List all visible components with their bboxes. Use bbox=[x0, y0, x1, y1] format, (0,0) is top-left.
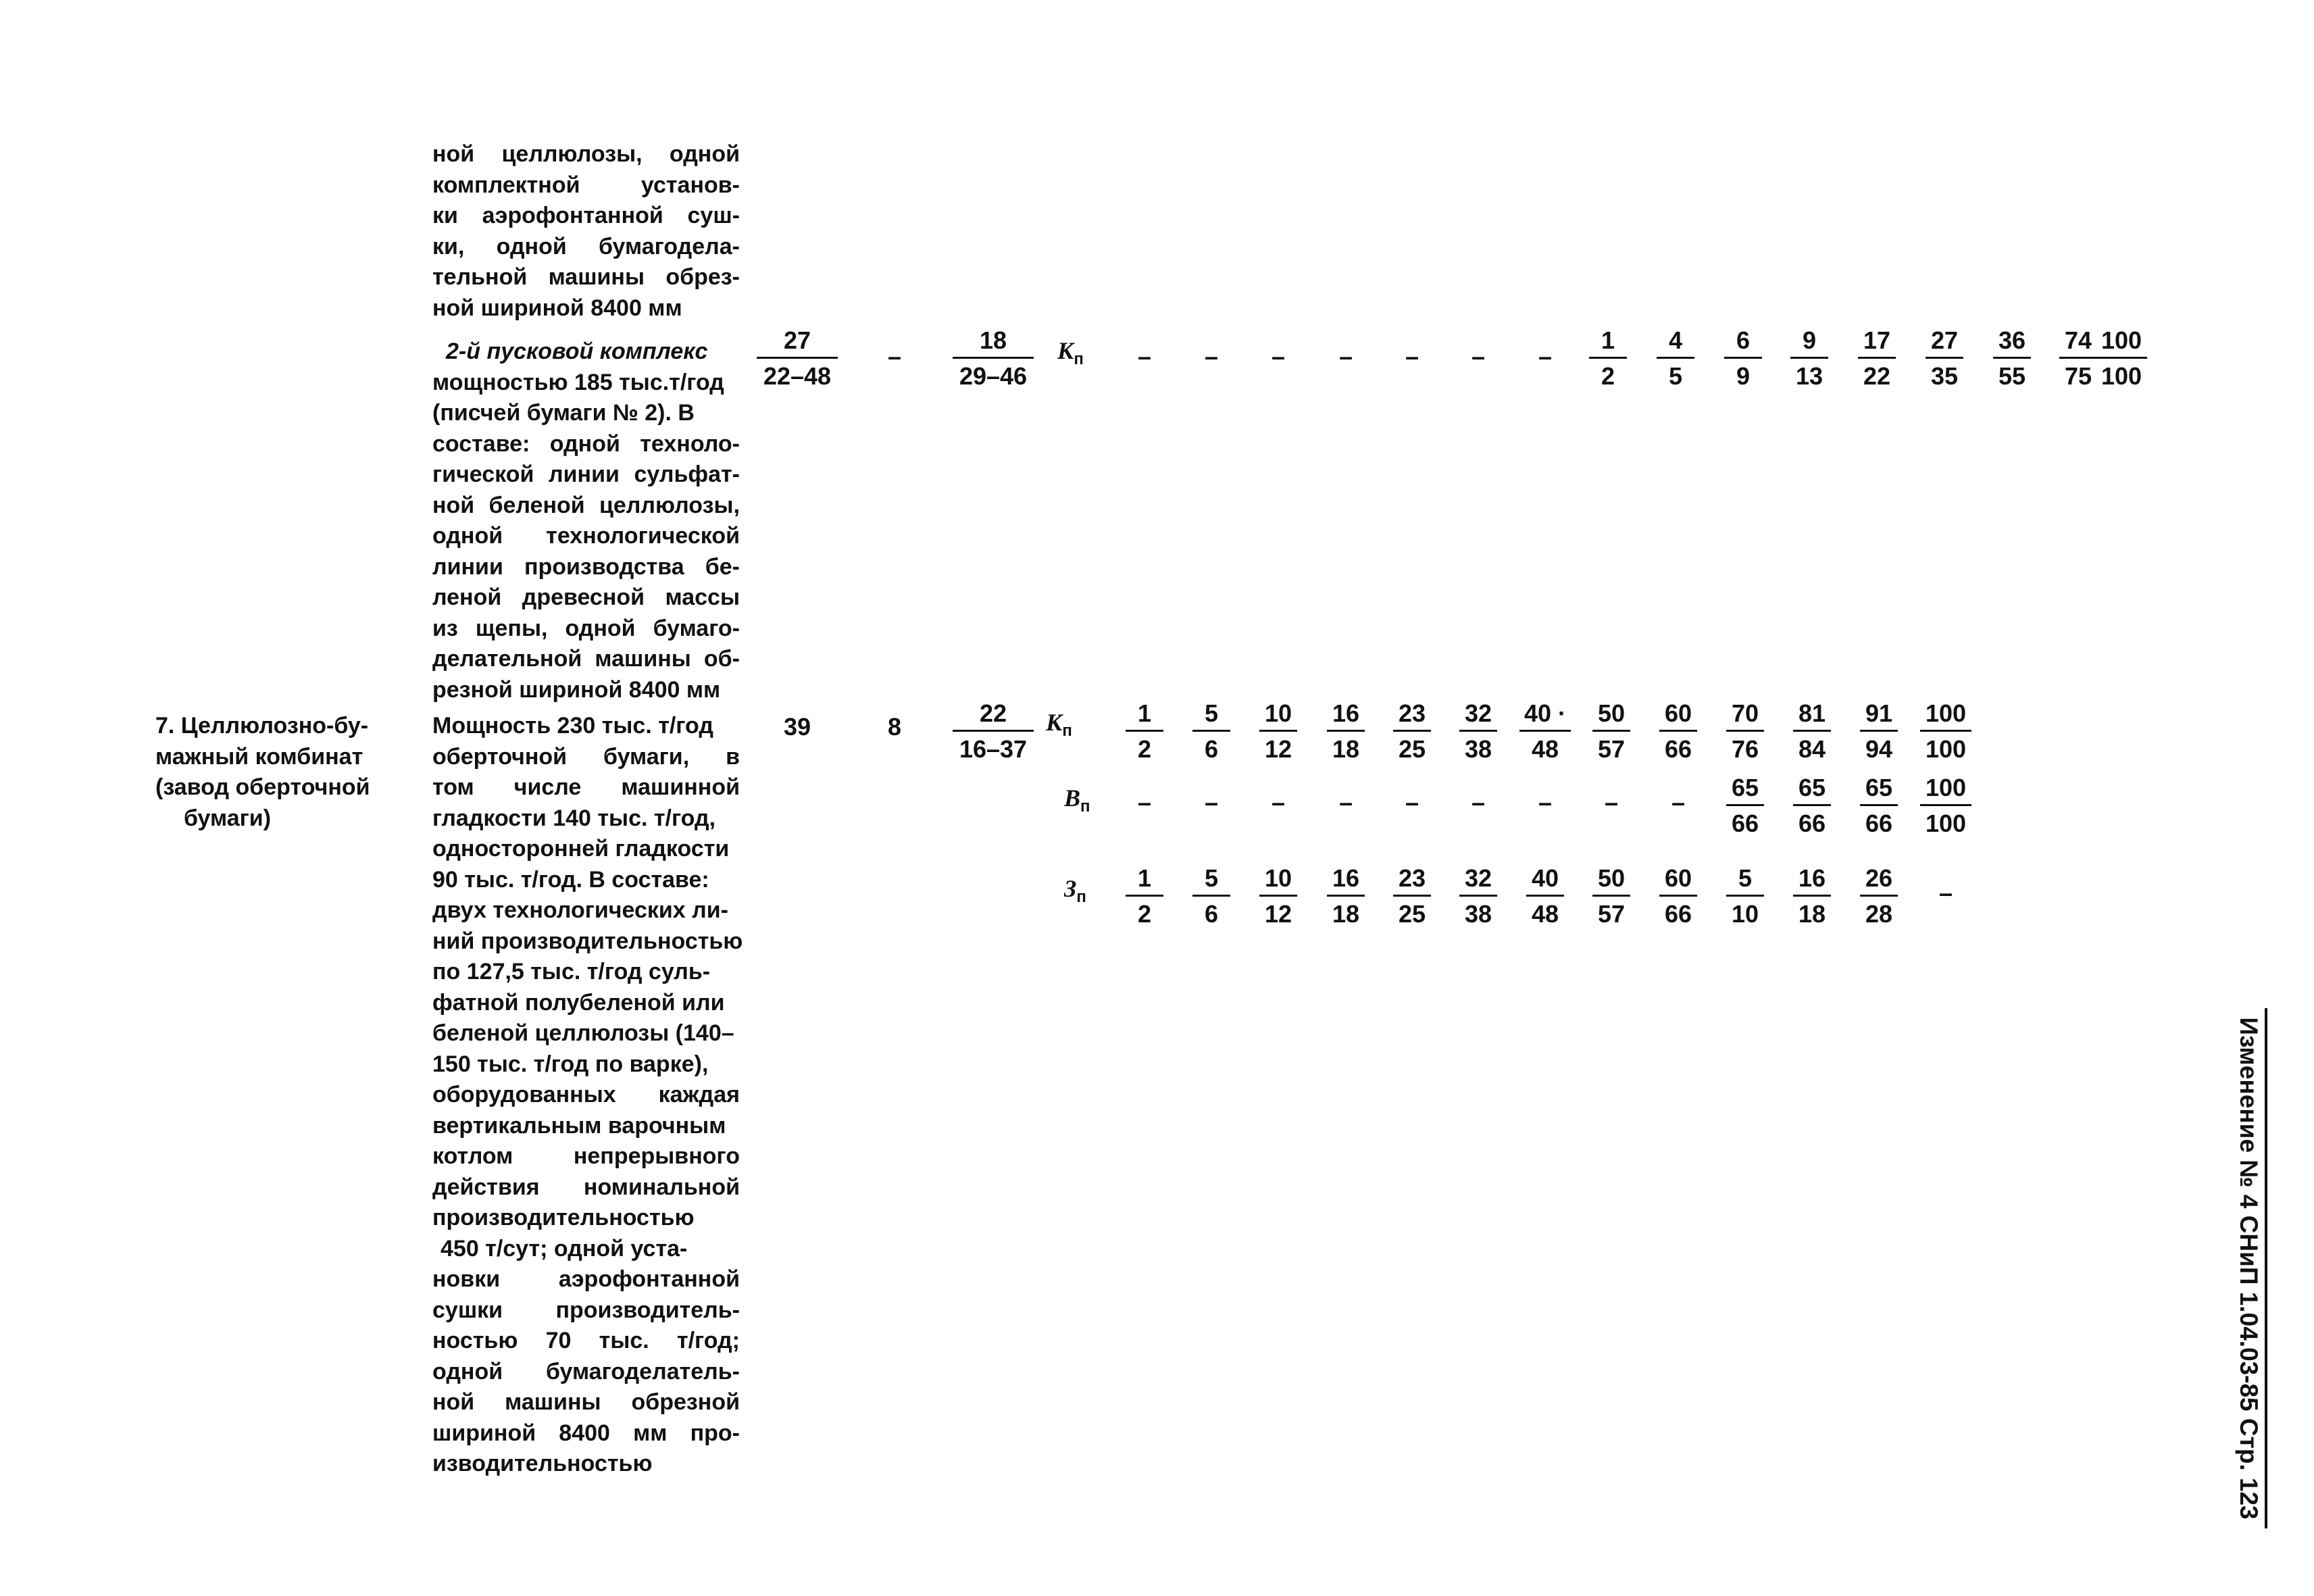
value-fraction: 50 57 bbox=[1557, 864, 1665, 929]
continuation-text bbox=[432, 139, 740, 324]
value-fraction: 65 66 bbox=[1758, 773, 1866, 839]
value-fraction: 27 35 bbox=[1890, 326, 1998, 391]
symbol-k: $К_п$ bbox=[1046, 709, 1072, 741]
value-fraction: 91 94 bbox=[1825, 699, 1933, 764]
value-fraction: 9 13 bbox=[1755, 326, 1863, 391]
item7-name bbox=[155, 711, 412, 834]
symbol-v: $В_п$ bbox=[1064, 784, 1090, 816]
dash-cell: – bbox=[1137, 789, 1152, 816]
value-fraction: 32 38 bbox=[1424, 699, 1532, 764]
value-fraction: 32 38 bbox=[1424, 864, 1532, 929]
value-fraction: 60 66 bbox=[1624, 699, 1732, 764]
fraction-col1: 27 22–48 bbox=[743, 326, 851, 391]
item7-col1: 39 bbox=[783, 713, 811, 741]
value-fraction: 70 76 bbox=[1691, 699, 1799, 764]
text-line: ки, одной бумагодела- bbox=[432, 233, 740, 259]
value-fraction: 4 5 bbox=[1621, 326, 1730, 391]
text-line: том числе машинной bbox=[432, 774, 740, 800]
value-fraction: 100 100 bbox=[2067, 326, 2175, 391]
text-line: ний производительностью bbox=[432, 928, 743, 954]
text-line: 150 тыс. т/год по варке), bbox=[432, 1051, 709, 1077]
value-fraction: 6 9 bbox=[1689, 326, 1797, 391]
text-line: одной бумагоделатель- bbox=[432, 1358, 740, 1385]
text-line: (завод оберточной bbox=[155, 774, 370, 800]
text-line: новки аэрофонтанной bbox=[432, 1266, 740, 1292]
symbol-z: $З_п$ bbox=[1064, 875, 1086, 907]
text-line: фатной полубеленой или bbox=[432, 989, 725, 1016]
value-fraction: 16 18 bbox=[1292, 864, 1400, 929]
value-fraction: 16 18 bbox=[1758, 864, 1866, 929]
text-line: оборудованных каждая bbox=[432, 1082, 740, 1107]
text-line: Мощность 230 тыс. т/год bbox=[432, 713, 713, 739]
value-fraction: 81 84 bbox=[1758, 699, 1866, 764]
text-line: ки аэрофонтанной суш- bbox=[432, 203, 740, 228]
value-fraction: 5 6 bbox=[1157, 864, 1265, 929]
text-line: ностью 70 тыс. т/год; bbox=[432, 1328, 740, 1353]
value-fraction: 16 18 bbox=[1292, 699, 1400, 764]
value-fraction: 100 100 bbox=[1892, 773, 2000, 839]
text-line: ной шириной 8400 мм bbox=[432, 295, 682, 321]
side-header-text: Изменение № 4 СНиП 1.04.03-85 Стр. 123 bbox=[2234, 1008, 2267, 1528]
text-line: котлом непрерывного bbox=[432, 1143, 740, 1169]
dash-cell: – bbox=[1271, 789, 1286, 816]
dash-cell: – bbox=[1405, 789, 1419, 816]
side-header bbox=[2227, 1008, 2267, 1528]
text-line: гической линии сульфат- bbox=[432, 462, 740, 487]
value-fraction: 26 28 bbox=[1825, 864, 1933, 929]
value-fraction: 23 25 bbox=[1358, 864, 1466, 929]
item7-col3-fraction: 22 16–37 bbox=[939, 699, 1047, 764]
text-line: из щепы, одной бумаго- bbox=[432, 615, 740, 641]
text-line: производительностью bbox=[432, 1205, 695, 1230]
value-fraction: 17 22 bbox=[1823, 326, 1931, 391]
dash-cell: – bbox=[1137, 343, 1152, 370]
text-line: действия номинальной bbox=[432, 1174, 740, 1200]
value-fraction: 65 66 bbox=[1691, 773, 1799, 839]
dash-cell: – bbox=[1405, 343, 1419, 370]
dash-cell: – bbox=[1538, 789, 1553, 816]
text-line: 7. Целлюлозно-бу- bbox=[155, 713, 369, 739]
text-line: ной беленой целлюлозы, bbox=[432, 492, 740, 518]
value-fraction: 5 6 bbox=[1157, 699, 1265, 764]
value-fraction: 65 66 bbox=[1825, 773, 1933, 839]
item7-col2: 8 bbox=[887, 713, 902, 741]
second-complex-heading: 2-й пусковой комплекс bbox=[446, 339, 708, 364]
symbol-k: $К_п$ bbox=[1057, 337, 1084, 369]
text-line: двух технологических ли- bbox=[432, 897, 728, 923]
dash-col2: – bbox=[887, 343, 902, 370]
text-line: ной целлюлозы, одной bbox=[432, 141, 740, 167]
text-line: вертикальным варочным bbox=[432, 1112, 726, 1139]
value-fraction: 50 57 bbox=[1557, 699, 1665, 764]
text-line: гладкости 140 тыс. т/год, bbox=[432, 805, 716, 831]
dash-cell: – bbox=[1271, 343, 1286, 370]
text-line: линии производства бе- bbox=[432, 553, 740, 580]
text-line: шириной 8400 мм про- bbox=[432, 1420, 740, 1446]
text-line: сушки производитель- bbox=[432, 1297, 740, 1323]
value-fraction: 5 10 bbox=[1691, 864, 1799, 929]
dash-cell: – bbox=[1204, 789, 1219, 816]
dash-cell: – bbox=[1338, 789, 1353, 816]
text-line: тельной машины обрез- bbox=[432, 264, 740, 290]
value-fraction: 36 55 bbox=[1958, 326, 2066, 391]
text-line: мажный комбинат bbox=[155, 743, 363, 770]
text-line: по 127,5 тыс. т/год суль- bbox=[432, 959, 711, 984]
text-line: 90 тыс. т/год. В составе: bbox=[432, 866, 709, 893]
value-fraction: 1 2 bbox=[1090, 864, 1199, 929]
text-line: беленой целлюлозы (140– bbox=[432, 1020, 734, 1046]
text-line: (писчей бумаги № 2). В bbox=[432, 400, 695, 426]
dash-cell: – bbox=[1604, 789, 1619, 816]
text-line: мощностью 185 тыс.т/год bbox=[432, 369, 724, 395]
value-fraction: 1 2 bbox=[1554, 326, 1662, 391]
item7-description bbox=[432, 711, 743, 1480]
text-line: леной древесной массы bbox=[432, 584, 740, 610]
value-fraction: 1 2 bbox=[1090, 699, 1199, 764]
text-line: составе: одной техноло- bbox=[432, 430, 740, 457]
value-fraction: 100 100 bbox=[1892, 699, 2000, 764]
text-line: ной машины обрезной bbox=[432, 1389, 740, 1415]
text-line: одной технологической bbox=[432, 523, 740, 549]
dash-cell: – bbox=[1671, 789, 1686, 816]
text-line: оберточной бумаги, в bbox=[432, 743, 740, 770]
value-fraction: 40 · 48 bbox=[1491, 699, 1599, 764]
text-line: 450 т/сут; одной уста- bbox=[441, 1235, 688, 1262]
text-line: резной шириной 8400 мм bbox=[432, 676, 721, 703]
second-complex-text bbox=[432, 336, 740, 705]
dash-cell: – bbox=[1938, 879, 1953, 907]
text-line: бумаги) bbox=[184, 805, 272, 831]
text-line: комплектной установ- bbox=[432, 172, 740, 198]
text-line: изводительностью bbox=[432, 1451, 653, 1476]
dash-cell: – bbox=[1471, 789, 1486, 816]
value-fraction: 60 66 bbox=[1624, 864, 1732, 929]
value-fraction: 74 75 bbox=[2024, 326, 2132, 391]
fraction-col3: 18 29–46 bbox=[939, 326, 1047, 391]
text-line: делательной машины об- bbox=[432, 646, 740, 672]
value-fraction: 23 25 bbox=[1358, 699, 1466, 764]
value-fraction: 40 48 bbox=[1491, 864, 1599, 929]
dash-cell: – bbox=[1338, 343, 1353, 370]
dash-cell: – bbox=[1538, 343, 1553, 370]
dash-cell: – bbox=[1471, 343, 1486, 370]
text-line: односторонней гладкости bbox=[432, 836, 730, 862]
dash-cell: – bbox=[1204, 343, 1219, 370]
value-fraction: 10 12 bbox=[1224, 699, 1332, 764]
value-fraction: 10 12 bbox=[1224, 864, 1332, 929]
